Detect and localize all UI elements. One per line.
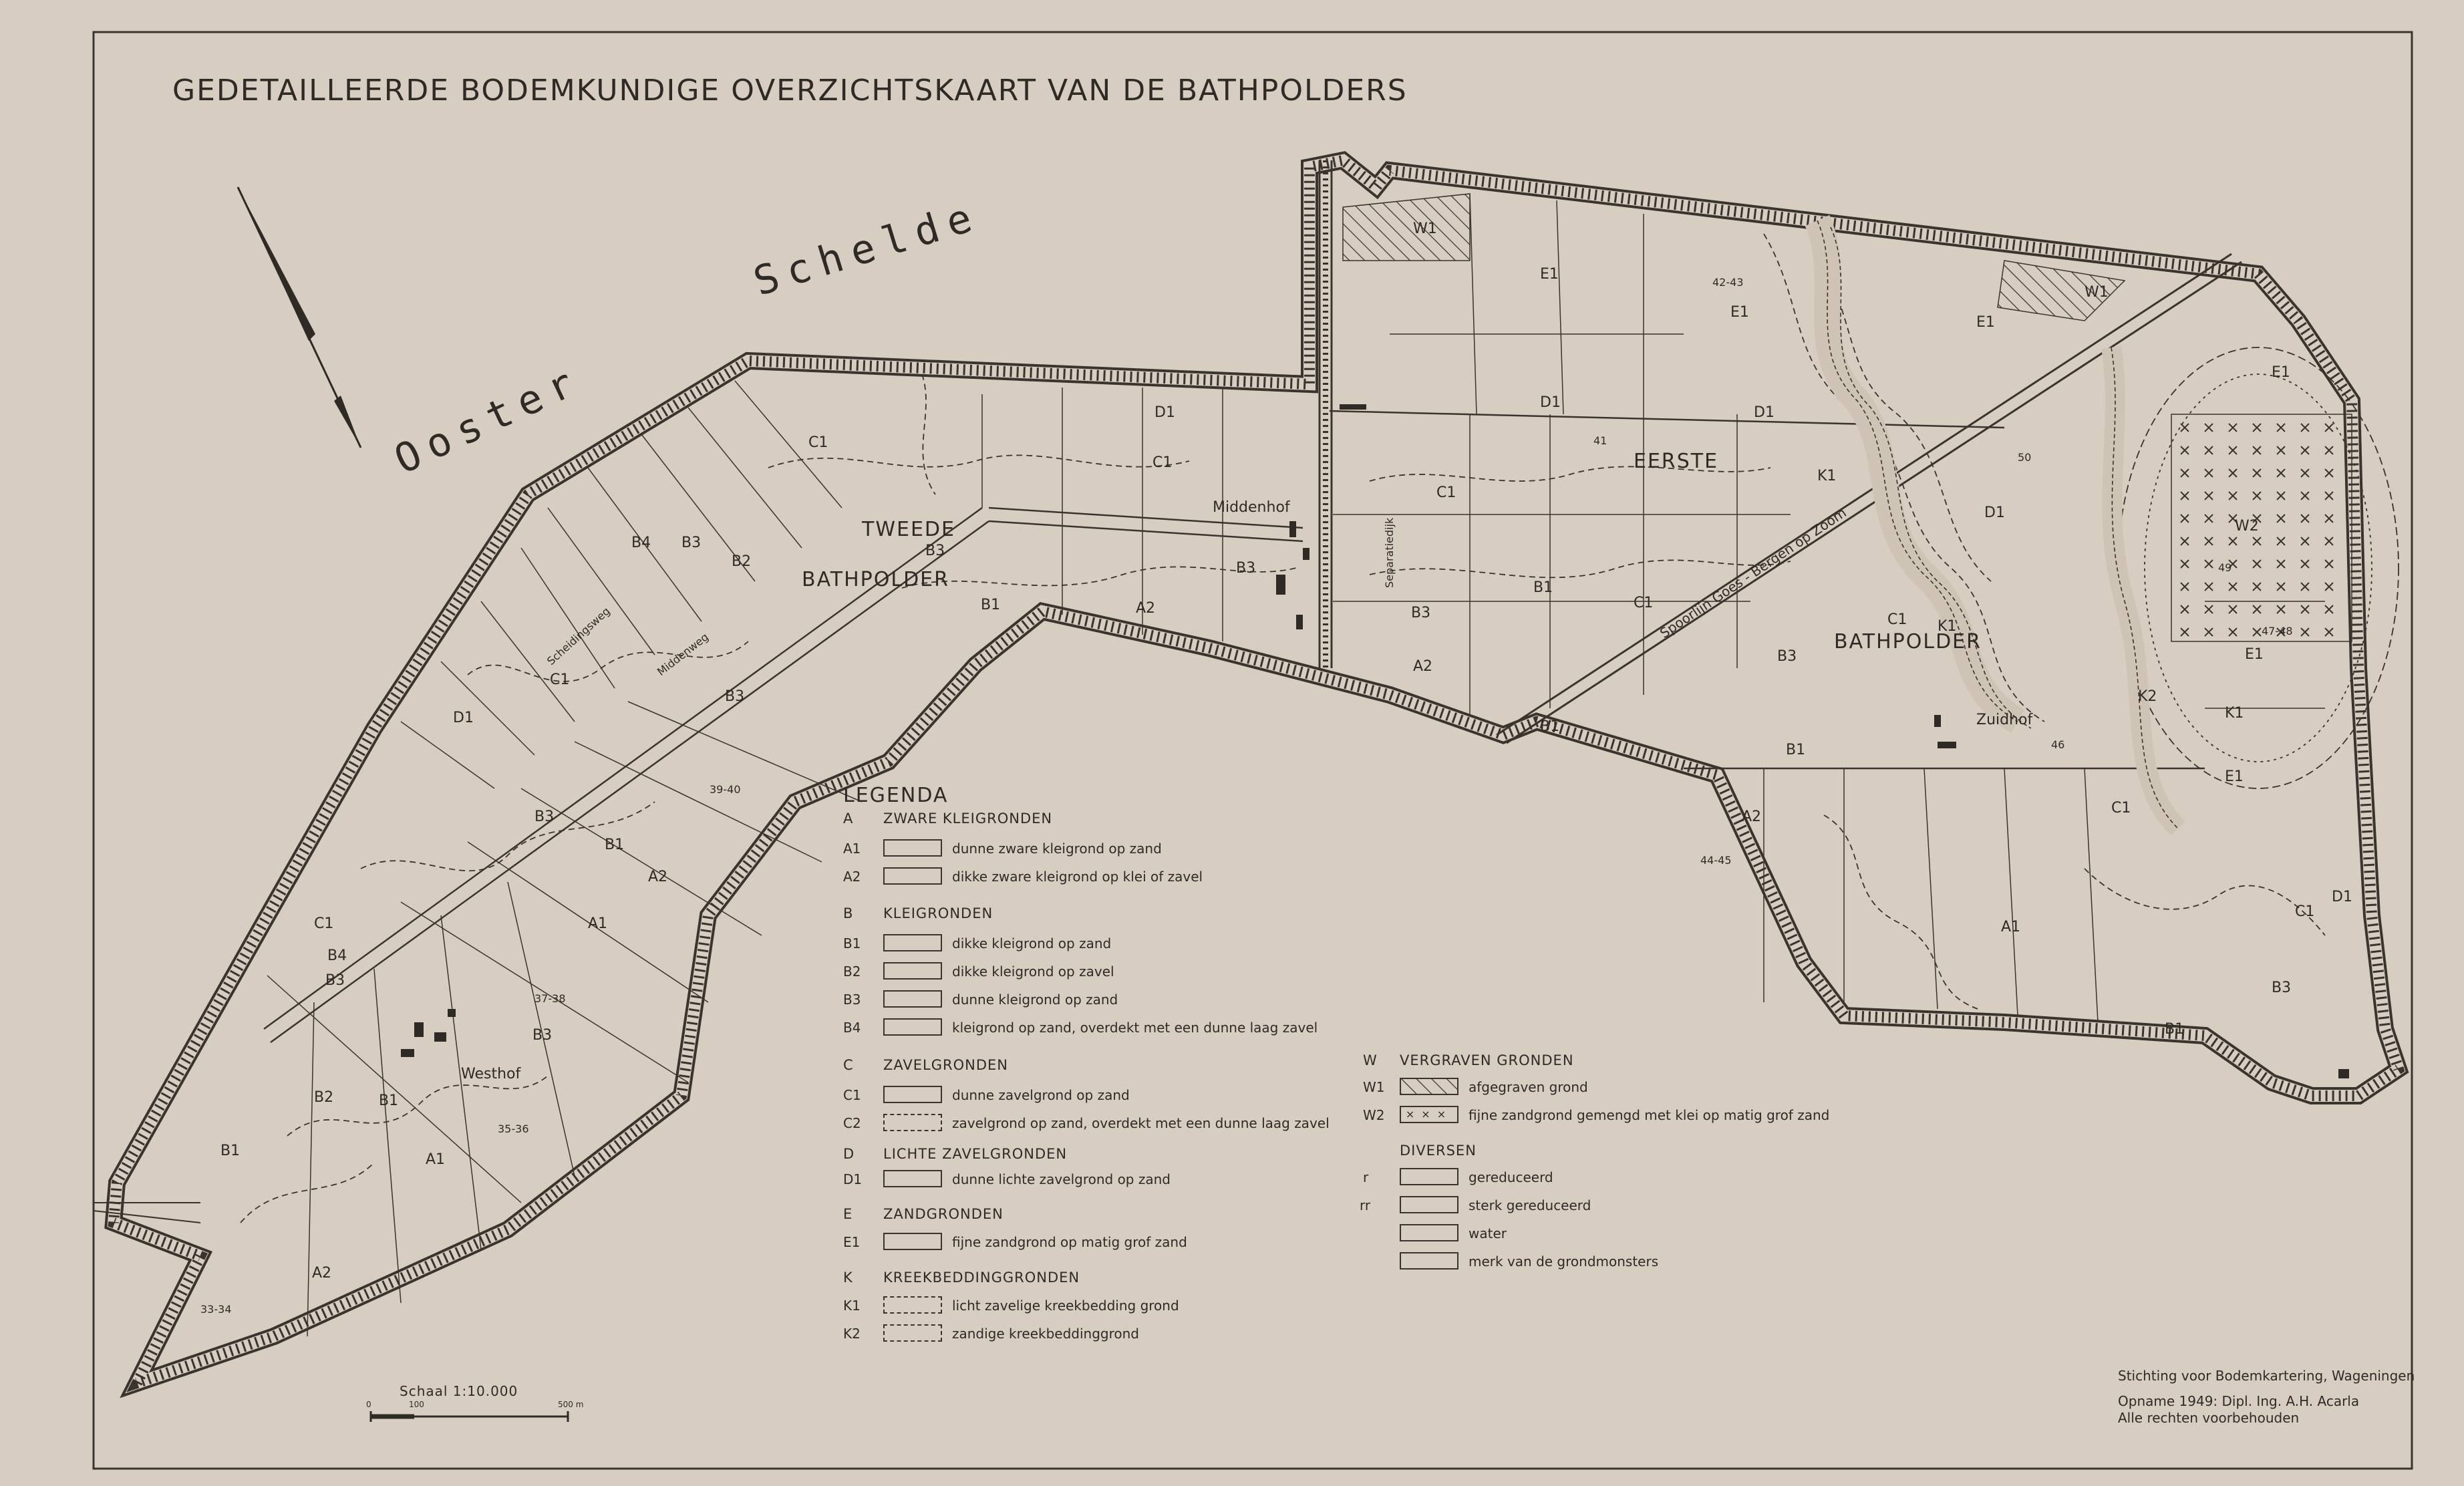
legend-item-text: dikke kleigrond op zand <box>952 935 1112 951</box>
water-label-ooster: Ooster <box>388 355 590 484</box>
legend-item-text: dunne zavelgrond op zand <box>952 1087 1130 1103</box>
legend-swatch <box>1400 1078 1458 1095</box>
legend-group-code: K <box>843 1270 853 1286</box>
legend-swatch <box>883 1324 942 1342</box>
sample-label: 33-34 <box>200 1303 232 1316</box>
sample-label: 44-45 <box>1700 854 1732 867</box>
soil-label: K2 <box>2138 688 2157 705</box>
scale-tick: 0 <box>366 1400 371 1409</box>
legend-swatch <box>883 1170 942 1187</box>
scale-label: Schaal 1:10.000 <box>400 1383 518 1399</box>
legend-item-code: B2 <box>843 963 861 980</box>
credit-line: Opname 1949: Dipl. Ing. A.H. Acarla <box>2118 1393 2360 1409</box>
legend-item-code: K2 <box>843 1326 861 1342</box>
legend-item-code: W1 <box>1363 1079 1385 1095</box>
credit-line: Stichting voor Bodemkartering, Wageningen <box>2118 1368 2415 1384</box>
parcel-lines <box>267 194 2325 1336</box>
legend-item-code: C1 <box>843 1087 861 1103</box>
legend-group-name: ZANDGRONDEN <box>883 1206 1004 1222</box>
scale-tick: 500 m <box>558 1400 584 1409</box>
creek-beds <box>1817 220 2178 829</box>
legend-item-code: B4 <box>843 1020 861 1036</box>
soil-label: C1 <box>1887 611 1907 628</box>
legend-item-text: licht zavelige kreekbedding grond <box>952 1298 1179 1314</box>
legend-item-text: water <box>1469 1225 1507 1241</box>
sample-label: 39-40 <box>710 783 741 796</box>
legend-swatch <box>883 839 942 857</box>
legend-item-text: dikke zware kleigrond op klei of zavel <box>952 869 1203 885</box>
road-railway: Spoorlijn Goes - Bergen op Zoom <box>1657 504 1849 641</box>
legend-group-code: C <box>843 1057 854 1073</box>
soil-label: B3 <box>1777 648 1797 665</box>
soil-label: B3 <box>1236 560 1256 577</box>
legend-group-code: E <box>843 1206 853 1222</box>
w2-area <box>2171 414 2352 641</box>
legend-item-text: dunne lichte zavelgrond op zand <box>952 1171 1171 1187</box>
soil-label: K1 <box>2225 705 2244 722</box>
soil-label: C1 <box>808 434 828 451</box>
legend-swatch <box>883 934 942 951</box>
road-scheidingsweg: Scheidingsweg <box>545 604 613 668</box>
legend-item-text: kleigrond op zand, overdekt met een dunne laag zavel <box>952 1020 1318 1036</box>
soil-label: E1 <box>2245 646 2264 663</box>
legend-swatch <box>883 990 942 1008</box>
legend-swatch <box>883 867 942 885</box>
soil-label: C1 <box>2111 800 2131 816</box>
legend-group-name: ZAVELGRONDEN <box>883 1057 1008 1073</box>
legend-group-code: D <box>843 1146 855 1162</box>
soil-label: C1 <box>2295 903 2315 920</box>
legend-item-text: gereduceerd <box>1469 1169 1553 1185</box>
soil-label: B3 <box>325 972 345 989</box>
soil-label: K1 <box>1817 468 1837 484</box>
soil-label: B1 <box>379 1092 399 1109</box>
soil-label: W1 <box>1413 220 1437 237</box>
soil-label: D1 <box>1754 404 1775 421</box>
soil-label: A2 <box>1136 600 1156 617</box>
legend-item-text: fijne zandgrond gemengd met klei op matig grof zand <box>1469 1107 1830 1123</box>
soil-label: B1 <box>981 597 1001 613</box>
legend-swatch <box>883 1114 942 1131</box>
legend-group-name: KREEKBEDDINGGRONDEN <box>883 1270 1080 1286</box>
sample-label: 42-43 <box>1712 276 1744 289</box>
soil-label: C1 <box>1436 484 1456 501</box>
legend-item-code: E1 <box>843 1234 861 1250</box>
soil-label: W2 <box>2235 518 2259 535</box>
legend-item-text: sterk gereduceerd <box>1469 1197 1591 1213</box>
legend-group-code: A <box>843 810 854 827</box>
sample-label: 49 <box>2218 561 2232 574</box>
legend-swatch <box>883 1233 942 1250</box>
soil-label: E1 <box>1976 314 1995 331</box>
legend-title: LEGENDA <box>843 784 949 807</box>
soil-label: B1 <box>2165 1021 2185 1038</box>
soil-label: A2 <box>1413 658 1433 675</box>
legend-item-code: B1 <box>843 935 861 951</box>
legend-item-code: r <box>1363 1169 1369 1185</box>
soil-label: A2 <box>312 1265 332 1282</box>
farm-westhof: Westhof <box>461 1066 521 1082</box>
scale-bar <box>371 1411 568 1422</box>
soil-label: E1 <box>2225 768 2244 785</box>
legend-group-name: LICHTE ZAVELGRONDEN <box>883 1146 1068 1162</box>
soil-label: K1 <box>1938 618 1957 635</box>
soil-label: D1 <box>1154 404 1175 421</box>
legend-swatch <box>1400 1168 1458 1185</box>
legend-group-code: B <box>843 905 854 921</box>
legend-item-code: C2 <box>843 1115 861 1131</box>
sample-label: 46 <box>2051 738 2065 751</box>
soil-label: E1 <box>1540 266 1559 283</box>
soil-label: A2 <box>648 869 668 885</box>
credit-line: Alle rechten voorbehouden <box>2118 1410 2300 1426</box>
legend-item-code: D1 <box>843 1171 863 1187</box>
legend-swatch <box>883 1086 942 1103</box>
legend-swatch <box>1400 1196 1458 1213</box>
legend-group-code: W <box>1363 1052 1378 1068</box>
legend-item-code: B3 <box>843 992 861 1008</box>
scale-tick: 100 <box>409 1400 424 1409</box>
road-separatiedijk: Separatiedijk <box>1383 517 1396 588</box>
soil-label: B3 <box>681 535 702 551</box>
legend-swatch <box>883 1296 942 1314</box>
legend-swatch <box>1400 1252 1458 1270</box>
legend-item-code: A1 <box>843 841 861 857</box>
soil-label: C1 <box>550 672 570 688</box>
soil-label: C1 <box>1634 595 1654 611</box>
separatiedijk <box>1320 160 1332 668</box>
soil-label: A1 <box>2001 919 2021 935</box>
north-arrow-icon <box>238 187 361 448</box>
sample-label: 41 <box>1593 434 1607 447</box>
soil-label: B3 <box>2272 980 2292 996</box>
soil-label: B3 <box>532 1027 553 1044</box>
soil-label: D1 <box>1984 504 2005 521</box>
soil-label: B1 <box>1540 718 1560 735</box>
soil-label: A2 <box>1742 808 1762 825</box>
polder-eerste-line1: EERSTE <box>1634 450 1719 473</box>
soil-label: B3 <box>725 688 745 705</box>
legend-swatch: ××× <box>1400 1106 1458 1123</box>
farm-middenhof: Middenhof <box>1213 499 1290 516</box>
farm-zuidhof: Zuidhof <box>1976 712 2033 728</box>
legend-item-text: dunne zware kleigrond op zand <box>952 841 1162 857</box>
legend-item-text: zandige kreekbeddinggrond <box>952 1326 1139 1342</box>
legend-item-text: zavelgrond op zand, overdekt met een dunne laag zavel <box>952 1115 1330 1131</box>
soil-label: D1 <box>1540 394 1561 411</box>
soil-label: B1 <box>605 837 625 853</box>
map-title: GEDETAILLEERDE BODEMKUNDIGE OVERZICHTSKAART VAN DE BATHPOLDERS <box>172 73 1408 108</box>
legend-swatch <box>883 962 942 980</box>
soil-label: B2 <box>314 1089 334 1106</box>
soil-label: C1 <box>314 915 334 932</box>
soil-label: B4 <box>631 535 651 551</box>
sample-label: 35-36 <box>498 1123 529 1135</box>
legend-item-code: rr <box>1360 1197 1371 1213</box>
legend-item-code: K1 <box>843 1298 861 1314</box>
soil-label: B1 <box>220 1143 241 1159</box>
legend-group-name: DIVERSEN <box>1400 1143 1477 1159</box>
soil-label: A1 <box>588 915 608 932</box>
legend-item-text: dikke kleigrond op zavel <box>952 963 1114 980</box>
soil-label: B3 <box>534 808 555 825</box>
soil-label: B3 <box>925 543 945 559</box>
soil-label: E1 <box>1730 304 1749 321</box>
legend-item-text: fijne zandgrond op matig grof zand <box>952 1234 1187 1250</box>
soil-label: C1 <box>1152 454 1173 471</box>
legend-group-name: KLEIGRONDEN <box>883 905 993 921</box>
soil-label: B1 <box>1533 579 1553 596</box>
legend-item-text: afgegraven grond <box>1469 1079 1588 1095</box>
legend-group-name: VERGRAVEN GRONDEN <box>1400 1052 1574 1068</box>
legend-item-code: A2 <box>843 869 861 885</box>
water-label-schelde: Schelde <box>748 192 987 305</box>
soil-label: E1 <box>2272 364 2290 381</box>
dike-outline <box>114 160 2399 1383</box>
soil-label: W1 <box>2085 284 2109 301</box>
soil-label: B3 <box>1411 605 1431 621</box>
road-middenweg: Middenweg <box>655 630 711 678</box>
polder-tweede-line2: BATHPOLDER <box>802 568 949 591</box>
legend-item-code: W2 <box>1363 1107 1385 1123</box>
legend-swatch <box>1400 1224 1458 1241</box>
polder-eerste-line2: BATHPOLDER <box>1834 630 1982 653</box>
sample-label: 50 <box>2018 451 2032 464</box>
soil-label: B4 <box>327 947 347 964</box>
polder-tweede-line1: TWEEDE <box>862 518 955 541</box>
legend-swatch <box>883 1018 942 1036</box>
soil-label: D1 <box>453 710 474 726</box>
soil-label: B2 <box>732 553 752 570</box>
soil-label: D1 <box>2332 889 2352 905</box>
soil-label: B1 <box>1786 742 1806 758</box>
sample-label: 47-48 <box>2262 625 2293 637</box>
legend-group-name: ZWARE KLEIGRONDEN <box>883 810 1053 827</box>
soil-label: A1 <box>426 1151 446 1168</box>
legend-item-text: merk van de grondmonsters <box>1469 1253 1659 1270</box>
legend-item-text: dunne kleigrond op zand <box>952 992 1118 1008</box>
sample-label: 37-38 <box>534 992 566 1005</box>
